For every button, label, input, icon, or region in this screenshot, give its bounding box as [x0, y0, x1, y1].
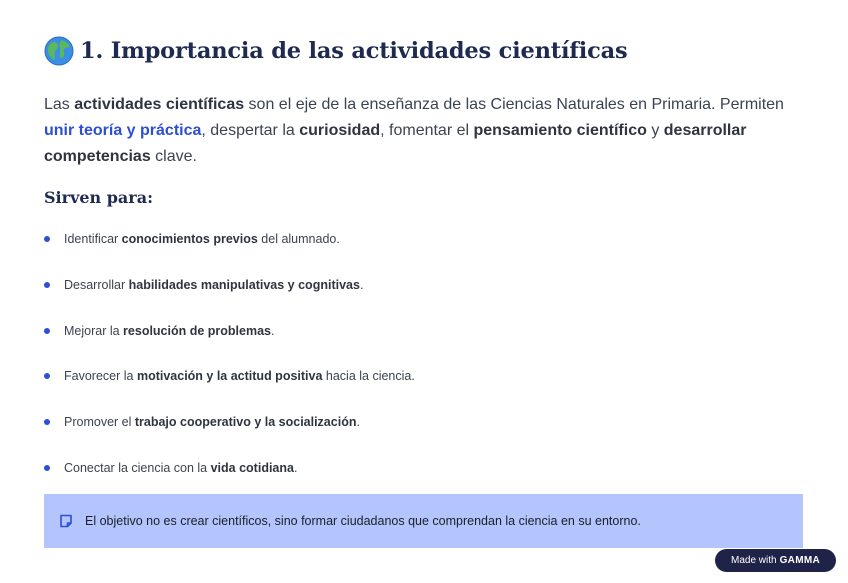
bullet-text: .	[356, 415, 360, 430]
bullet-text: Mejorar la	[64, 323, 124, 338]
list-item	[44, 457, 415, 479]
list-item	[44, 320, 415, 342]
note-icon	[59, 514, 73, 528]
bullet-bold: conocimientos previos	[121, 232, 258, 246]
bullet-dot-icon	[44, 465, 50, 471]
bullet-dot-icon	[44, 236, 50, 242]
page-title: 1. Importancia de las actividades científicas	[80, 38, 628, 64]
intro-bold: desarrollar competencias	[44, 122, 747, 165]
bullet-text: Conectar la ciencia con la	[64, 460, 211, 475]
intro-text: y	[646, 122, 664, 139]
section-heading	[44, 34, 627, 68]
callout-box	[44, 494, 803, 548]
bullet-dot-icon	[44, 419, 50, 425]
highlight-link: unir teoría y práctica	[44, 122, 202, 139]
list-item	[44, 411, 415, 433]
bullet-bold: motivación y la actitud positiva	[136, 369, 323, 384]
bullet-bold: habilidades manipulativas y cognitivas	[128, 277, 360, 292]
bullet-text: Identificar	[64, 232, 122, 246]
bullet-dot-icon	[44, 373, 50, 379]
intro-text: , fomentar el	[380, 122, 474, 139]
list-item	[44, 228, 415, 250]
bullet-text: .	[359, 277, 364, 292]
intro-text: Las	[44, 96, 75, 113]
intro-text: son el eje de la enseñanza de las Ciencias Naturales en Primaria. Permiten	[244, 96, 784, 113]
badge-prefix: Made with	[731, 555, 777, 566]
bullet-list	[44, 228, 415, 479]
bullet-text: hacia la ciencia.	[322, 369, 415, 384]
globe-icon	[44, 36, 74, 66]
bullet-text: Promover el	[64, 415, 135, 430]
intro-text: clave.	[150, 148, 197, 165]
bullet-bold: vida cotidiana	[210, 460, 294, 475]
bullet-dot-icon	[44, 328, 50, 334]
intro-text: , despertar la	[201, 122, 300, 139]
bullet-dot-icon	[44, 282, 50, 288]
made-with-gamma-badge[interactable]	[715, 549, 836, 572]
bullet-text: .	[271, 323, 275, 338]
callout-text: El objetivo no es crear científicos, sino formar ciudadanos que comprendan la ciencia en su entorno.	[85, 514, 641, 528]
list-item	[44, 274, 415, 296]
bullet-text: Favorecer la	[64, 369, 137, 384]
list-item	[44, 365, 415, 387]
intro-bold: pensamiento científico	[473, 122, 647, 139]
subtitle: Sirven para:	[44, 188, 153, 207]
intro-bold: actividades científicas	[74, 96, 245, 113]
bullet-text: del alumnado.	[257, 232, 340, 246]
badge-brand: GAMMA	[779, 555, 820, 566]
bullet-bold: trabajo cooperativo y la socialización	[134, 415, 357, 430]
intro-paragraph	[44, 92, 814, 170]
bullet-bold: resolución de problemas	[123, 323, 272, 338]
intro-bold: curiosidad	[299, 122, 381, 139]
bullet-text: .	[293, 460, 298, 475]
bullet-text: Desarrollar	[64, 277, 129, 292]
